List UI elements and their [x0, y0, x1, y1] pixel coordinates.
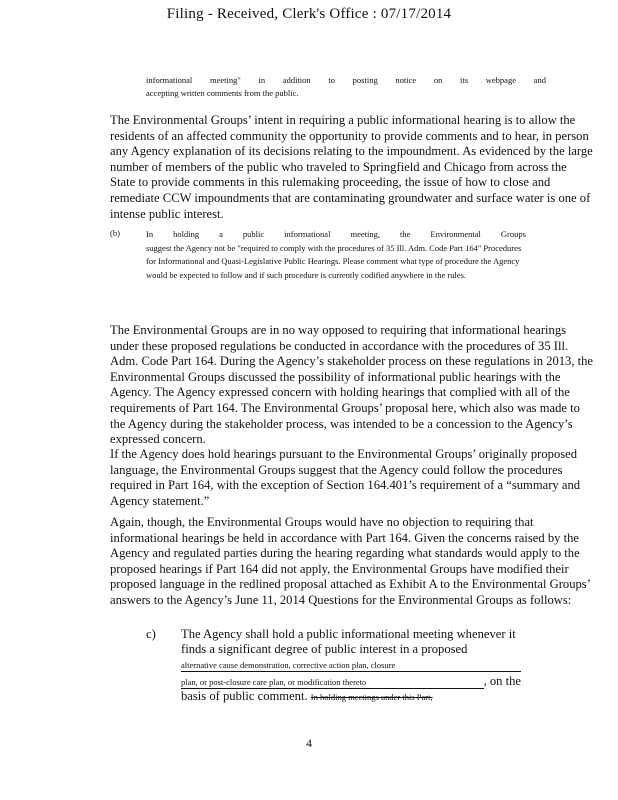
fragment-word: posting [352, 75, 378, 85]
struck-text: In holding meetings under this Part, [310, 692, 433, 702]
item-line-3-tail: , on the [483, 674, 521, 688]
item-line-1: The Agency shall hold a public informational meeting whenever it [181, 627, 516, 641]
paragraph-4: Again, though, the Environmental Groups would have no objection to requiring that informational hearings be held in accordance with Part 164. Given the concerns raised by the Agency and regulated parties during the hearing regarding what standards would apply to the proposed hearings if Part 164 did not apply, the Environmental Groups have modified their proposed language in the redlined proposal attached as Exhibit A to the Environmental Groups’ answers to the Agency’s June 11, 2014 Questions for the Environmental Groups as follows: [110, 515, 590, 607]
page-number: 4 [306, 736, 312, 750]
question-line-1 [146, 228, 526, 242]
question-word: public [242, 229, 265, 239]
question-word: meeting, [350, 229, 380, 239]
item-line-2: finds a significant degree of public interest in a proposed [181, 642, 468, 656]
paragraph-3: If the Agency does hold hearings pursuant to the Environmental Groups’ originally proposed language, the Environmental Groups suggest that the Agency could follow the procedures required in Part 164, with the exception of Section 164.401’s requirement of a “summary and Agency statement.” [110, 447, 581, 508]
fragment-word: in [258, 75, 266, 85]
paragraph-2: The Environmental Groups are in no way opposed to requiring that informational hearings under these proposed regulations be conducted in accordance with the procedures of 35 Ill. Adm. Code Part 164. During the Agency’s stakeholder process on these regulations in 2013, the Environmental Groups discussed the possibility of informational public hearings with the Agency. The Agency expressed concern with holding hearings that complied with all of the requirements of Part 164. The Environmental Groups’ proposal here, which also was made to the Agency during the stakeholder process, was intended to be a concession to the Agency’s expressed concern. [110, 323, 594, 447]
question-word: Environmental [430, 229, 481, 239]
question-rest: suggest the Agency not be "required to comply with the procedures of 35 Ill. Adm. Code Part 164" Procedures for Informational and Quasi-Legislative Public Hearings. Please comment what type of procedure the Agency would be expected to follow and if such procedure is currently codified anywhere in the rules. [146, 242, 522, 280]
question-text [146, 228, 526, 282]
carryover-fragment [146, 74, 546, 100]
question-word: Groups [500, 229, 526, 239]
fragment-line-2: accepting written comments from the public. [146, 88, 299, 98]
fragment-word: webpage [485, 75, 516, 85]
fragment-word: and [533, 75, 546, 85]
fragment-word: meeting" [209, 75, 241, 85]
paragraph-1: The Environmental Groups’ intent in requiring a public informational hearing is to allow the residents of an affected community the opportunity to provide comments and to hear, in person any Agency explanation of its decisions relating to the impoundment. As evidenced by the large number of members of the public who traveled to Springfield and Chicago from across the State to provide comments in this rulemaking proceeding, the issue of how to close and remediate CCW impoundments that are contaminating groundwater and surface water is one of intense public interest. [110, 113, 593, 221]
item-label: c) [146, 627, 156, 641]
question-word: a [219, 229, 223, 239]
question-label: (b) [110, 228, 120, 238]
question-word: informational [284, 229, 331, 239]
inserted-text-2: plan, or post-closure care plan, or modification thereto [181, 677, 484, 689]
fragment-line-1 [146, 74, 546, 87]
fragment-word: its [460, 75, 469, 85]
question-word: holding [173, 229, 200, 239]
item-line-4: basis of public comment. [181, 689, 308, 703]
question-word: the [399, 229, 411, 239]
proposed-rule-item [181, 627, 521, 705]
fragment-word: addition [282, 75, 311, 85]
fragment-word: notice [395, 75, 417, 85]
inserted-text-1: alternative cause demonstration, corrective action plan, closure [181, 660, 521, 672]
fragment-word: informational [146, 75, 193, 85]
fragment-word: to [328, 75, 335, 85]
filing-header: Filing - Received, Clerk's Office : 07/17/2014 [166, 6, 452, 22]
question-word: In [146, 229, 154, 239]
fragment-word: on [433, 75, 443, 85]
